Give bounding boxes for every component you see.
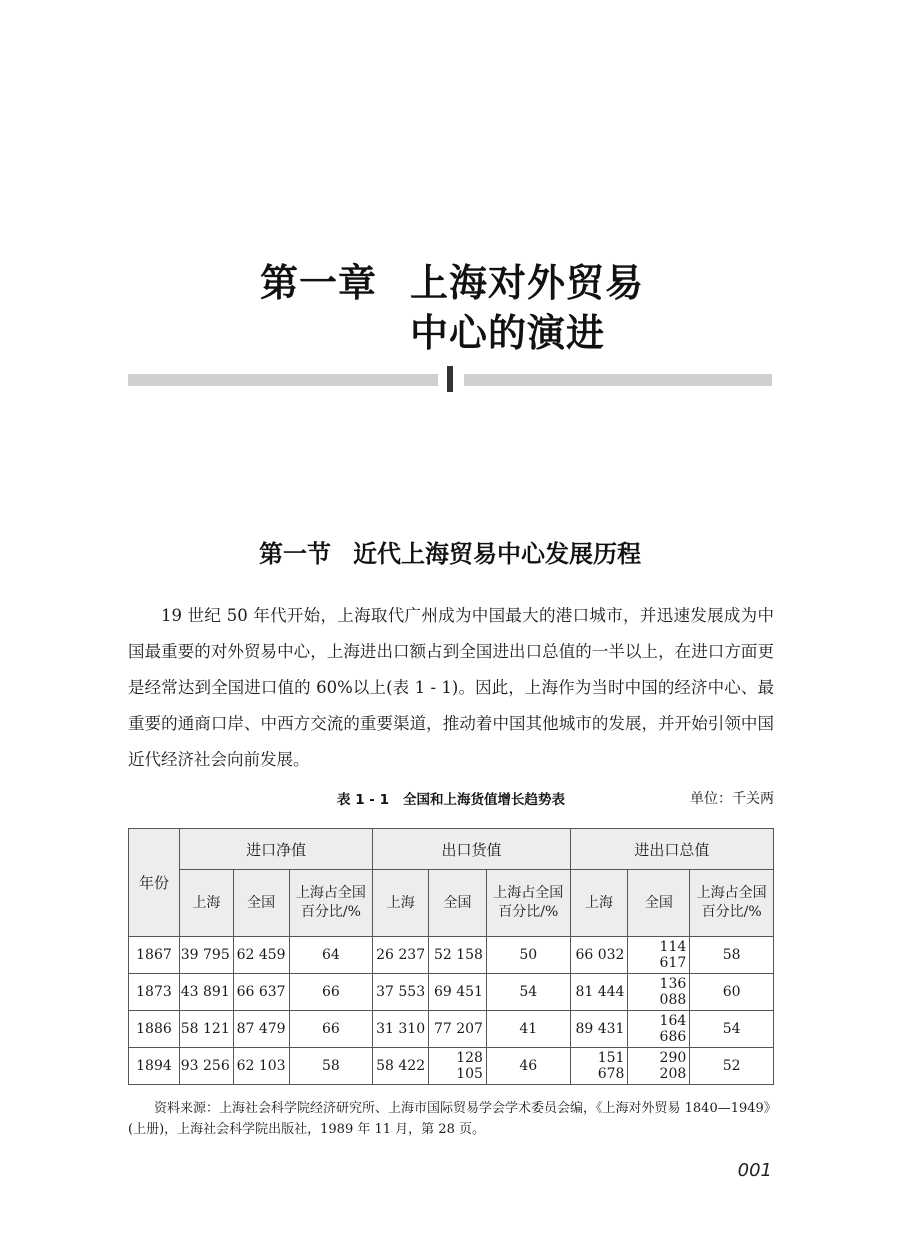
section-label: 第一节 bbox=[259, 540, 331, 568]
chapter-label: 第一章 bbox=[260, 261, 378, 305]
cell-total-national: 114 617 bbox=[628, 937, 690, 974]
cell-import-percent: 58 bbox=[289, 1048, 373, 1085]
cell-year: 1894 bbox=[129, 1048, 180, 1085]
section-title bbox=[0, 534, 900, 569]
cell-import-shanghai: 93 256 bbox=[179, 1048, 233, 1085]
cell-total-percent: 52 bbox=[690, 1048, 774, 1085]
cell-total-national: 164 686 bbox=[628, 1011, 690, 1048]
table-caption bbox=[128, 788, 774, 810]
cell-export-percent: 41 bbox=[486, 1011, 570, 1048]
cell-total-shanghai: 66 032 bbox=[570, 937, 628, 974]
cell-import-national: 66 637 bbox=[233, 974, 289, 1011]
header-import-national: 全国 bbox=[233, 870, 289, 937]
header-export-shanghai: 上海 bbox=[373, 870, 429, 937]
cell-import-shanghai: 58 121 bbox=[179, 1011, 233, 1048]
header-total-national: 全国 bbox=[628, 870, 690, 937]
cell-total-percent: 58 bbox=[690, 937, 774, 974]
header-total-shanghai: 上海 bbox=[570, 870, 628, 937]
page-number: 001 bbox=[737, 1160, 772, 1181]
cell-year: 1873 bbox=[129, 974, 180, 1011]
cell-total-shanghai: 89 431 bbox=[570, 1011, 628, 1048]
cell-total-shanghai: 81 444 bbox=[570, 974, 628, 1011]
percent-label-line2: 百分比/% bbox=[498, 904, 559, 920]
percent-label-line1: 上海占全国 bbox=[696, 885, 767, 901]
table-caption-number: 表 1 - 1 bbox=[337, 792, 389, 808]
cell-import-percent: 64 bbox=[289, 937, 373, 974]
header-import-percent bbox=[289, 870, 373, 937]
cell-total-percent: 54 bbox=[690, 1011, 774, 1048]
cell-export-shanghai: 37 553 bbox=[373, 974, 429, 1011]
cell-export-national: 77 207 bbox=[429, 1011, 487, 1048]
cell-import-national: 62 103 bbox=[233, 1048, 289, 1085]
chapter-title-line2: 中心的演进 bbox=[410, 311, 606, 355]
section-title-text: 近代上海贸易中心发展历程 bbox=[353, 540, 641, 568]
header-export-national: 全国 bbox=[429, 870, 487, 937]
chapter-rule-left bbox=[128, 374, 438, 386]
header-group-export: 出口货值 bbox=[373, 829, 570, 870]
cell-export-shanghai: 26 237 bbox=[373, 937, 429, 974]
header-group-total: 进出口总值 bbox=[570, 829, 773, 870]
chapter-rule-right bbox=[464, 374, 772, 386]
trade-value-table bbox=[128, 828, 774, 1085]
table-caption-title: 全国和上海货值增长趋势表 bbox=[403, 792, 565, 808]
table-row bbox=[129, 974, 774, 1011]
chapter-title-line1: 上海对外贸易 bbox=[410, 261, 645, 305]
header-export-percent bbox=[486, 870, 570, 937]
cell-total-national: 290 208 bbox=[628, 1048, 690, 1085]
cell-import-national: 87 479 bbox=[233, 1011, 289, 1048]
table-unit: 单位：千关两 bbox=[690, 791, 774, 807]
table-row bbox=[129, 1048, 774, 1085]
cell-year: 1867 bbox=[129, 937, 180, 974]
cell-import-percent: 66 bbox=[289, 974, 373, 1011]
cell-total-national: 136 088 bbox=[628, 974, 690, 1011]
header-total-percent bbox=[690, 870, 774, 937]
cell-export-percent: 46 bbox=[486, 1048, 570, 1085]
cell-total-shanghai: 151 678 bbox=[570, 1048, 628, 1085]
chapter-rule-marker bbox=[447, 366, 453, 392]
cell-export-percent: 54 bbox=[486, 974, 570, 1011]
body-paragraph: 19 世纪 50 年代开始，上海取代广州成为中国最大的港口城市，并迅速发展成为中国最重要的对外贸易中心，上海进出口额占到全国进出口总值的一半以上，在进口方面更是经常达到全国进口值的 60%以上(表 1 - 1)。因此，上海作为当时中国的经济中心、最重要的通商口岸、中西方交流的重要渠道，推动着中国其他城市的发展，并开始引领中国近代经济社会向前发展。 bbox=[128, 606, 774, 769]
percent-label-line1: 上海占全国 bbox=[493, 885, 564, 901]
cell-import-shanghai: 39 795 bbox=[179, 937, 233, 974]
percent-label-line2: 百分比/% bbox=[701, 904, 762, 920]
cell-export-shanghai: 58 422 bbox=[373, 1048, 429, 1085]
cell-import-national: 62 459 bbox=[233, 937, 289, 974]
table-source-note: 资料来源：上海社会科学院经济研究所、上海市国际贸易学会学术委员会编，《上海对外贸易 1840—1949》(上册)，上海社会科学院出版社，1989 年 11 月，第 28 页。 bbox=[128, 1101, 771, 1137]
cell-export-national: 69 451 bbox=[429, 974, 487, 1011]
cell-export-percent: 50 bbox=[486, 937, 570, 974]
table-row bbox=[129, 1011, 774, 1048]
cell-import-percent: 66 bbox=[289, 1011, 373, 1048]
percent-label-line1: 上海占全国 bbox=[295, 885, 366, 901]
header-group-import: 进口净值 bbox=[179, 829, 372, 870]
header-year: 年份 bbox=[129, 829, 180, 937]
table-row bbox=[129, 937, 774, 974]
cell-import-shanghai: 43 891 bbox=[179, 974, 233, 1011]
cell-total-percent: 60 bbox=[690, 974, 774, 1011]
header-import-shanghai: 上海 bbox=[179, 870, 233, 937]
cell-export-shanghai: 31 310 bbox=[373, 1011, 429, 1048]
cell-export-national: 52 158 bbox=[429, 937, 487, 974]
chapter-title bbox=[260, 258, 644, 358]
cell-export-national: 128 105 bbox=[429, 1048, 487, 1085]
cell-year: 1886 bbox=[129, 1011, 180, 1048]
percent-label-line2: 百分比/% bbox=[300, 904, 361, 920]
